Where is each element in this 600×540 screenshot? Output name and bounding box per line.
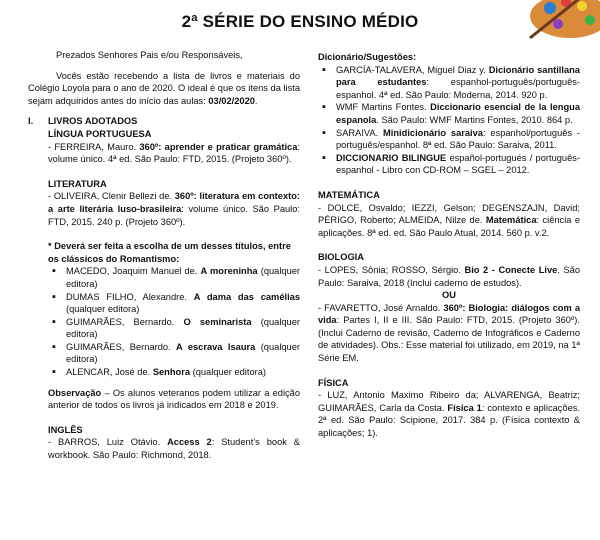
lingua-portuguesa-entry: - FERREIRA, Mauro. 360º: aprender e praticar gramática: volume único. 4ª ed. São Paulo: FTD, 2015. (Projeto 360º). <box>48 141 300 165</box>
dictionary-heading: Dicionário/Sugestões: <box>318 52 417 62</box>
lingua-portuguesa-heading: LÍNGUA PORTUGUESA <box>48 128 152 139</box>
biologia-entry-1: - LOPES, Sônia; ROSSO, Sérgio. Bio 2 - Conecte Live. São Paulo: Saraiva, 2018 (Inclui caderno de estudos). <box>318 264 580 288</box>
observation-note: Observação – Os alunos veteranos podem utilizar a edição anterior de todos os livros já indicados em 2018 e 2019. <box>48 387 300 411</box>
biologia-or-label: OU <box>442 290 456 301</box>
fisica-heading: FÍSICA <box>318 377 349 388</box>
ingles-entry: - BARROS, Luiz Otávio. Access 2: Student’s book & workbook. São Paulo: Richmond, 2018. <box>48 437 300 461</box>
page-title: 2ª SÉRIE DO ENSINO MÉDIO <box>181 12 419 31</box>
left-column <box>28 49 300 462</box>
biologia-heading: BIOLOGIA <box>318 252 364 263</box>
list-item: ▪ SARAIVA. Minidicionário saraiva: espanhol/português - português/espanhol. 8ª ed. São Paulo: Saraiva, 2011. <box>318 127 580 152</box>
list-item: ▪ DUMAS FILHO, Alexandre. A dama das camélias (qualquer editora) <box>48 291 300 316</box>
section-heading: I. LIVROS ADOTADOS <box>28 116 138 127</box>
matematica-heading: MATEMÁTICA <box>318 189 380 200</box>
classics-list <box>48 265 300 378</box>
literatura-entry: - OLIVEIRA, Clenir Bellezi de. 360º: literatura em contexto: a arte literária luso-brasileira: volume único. São Paulo: FTD, 2015. 240 p. (Projeto 360º). <box>48 191 300 227</box>
list-item: ▪ GARCÍA-TALAVERA, Miguel Diaz y. Dicionário santillana para estudantes: espanhol-português/português-espanhol. 4ª ed. São Paulo: Moderna, 2014. 920 p. <box>318 64 580 102</box>
list-item: ▪ ALENCAR, José de. Senhora (qualquer editora) <box>48 366 300 379</box>
biologia-entry-2: - FAVARETTO, José Arnaldo. 360º: Biologia: diálogos com a vida: Partes I, II e III. São Paulo: FTD, 2015. (Projeto 360º). (Inclui Caderno de revisão, Caderno de Infográficos e Caderno de atividades). Obs.: Esse material foi utilizado, em 2019, na 1ª Série EM. <box>318 302 580 364</box>
fisica-entry: - LUZ, Antonio Maximo Ribeiro da; ALVARENGA, Beatriz; GUIMARÃES, Carla da Costa. Física 1: contexto e aplicações. 2ª ed. São Paulo: Scipione, 2017. 384 p. (Física contexto & aplicações; 1). <box>318 390 580 439</box>
section-body <box>28 128 300 462</box>
list-item: ▪ DICCIONARIO BILINGUE español-portugués / português-espanhol - Libro con CD-ROM – SGEL – 2012. <box>318 152 580 177</box>
deadline-date: 03/02/2020 <box>208 95 255 106</box>
greeting: Prezados Senhores Pais e/ou Responsáveis, <box>56 50 243 60</box>
intro-paragraph: Vocês estão recebendo a lista de livros e materiais do Colégio Loyola para o ano de 2020. O ideal é que os itens da lista sejam adquiridos antes do início das aulas: 03/02/2020. <box>28 70 300 106</box>
list-item: ▪ GUIMARÃES, Bernardo. A escrava Isaura (qualquer editora) <box>48 341 300 366</box>
list-item: ▪ WMF Martins Fontes. Diccionario esencial de la lengua espanola. São Paulo: WMF Martins Fontes, 2010. 864 p. <box>318 101 580 126</box>
literatura-heading: LITERATURA <box>48 178 107 189</box>
ingles-heading: INGLÊS <box>48 424 83 435</box>
matematica-entry: - DOLCE, Osvaldo; IEZZI, Gelson; DEGENSZAJN, David; PÉRIGO, Roberto; ALMEIDA, Nilze de. Matemática: ciência e aplicações. 8ª ed. ed. São Paulo Atual, 2014. 560 p. v.2. <box>318 202 581 238</box>
list-item: ▪ GUIMARÃES, Bernardo. O seminarista (qualquer editora) <box>48 316 300 341</box>
right-column <box>318 51 580 440</box>
list-item: ▪ MACEDO, Joaquim Manuel de. A moreninha (qualquer editora) <box>48 265 300 290</box>
dictionary-list <box>318 64 580 177</box>
choice-note: * Deverá ser feita a escolha de um desses títulos, entre os clássicos do Romantismo: <box>48 241 291 264</box>
